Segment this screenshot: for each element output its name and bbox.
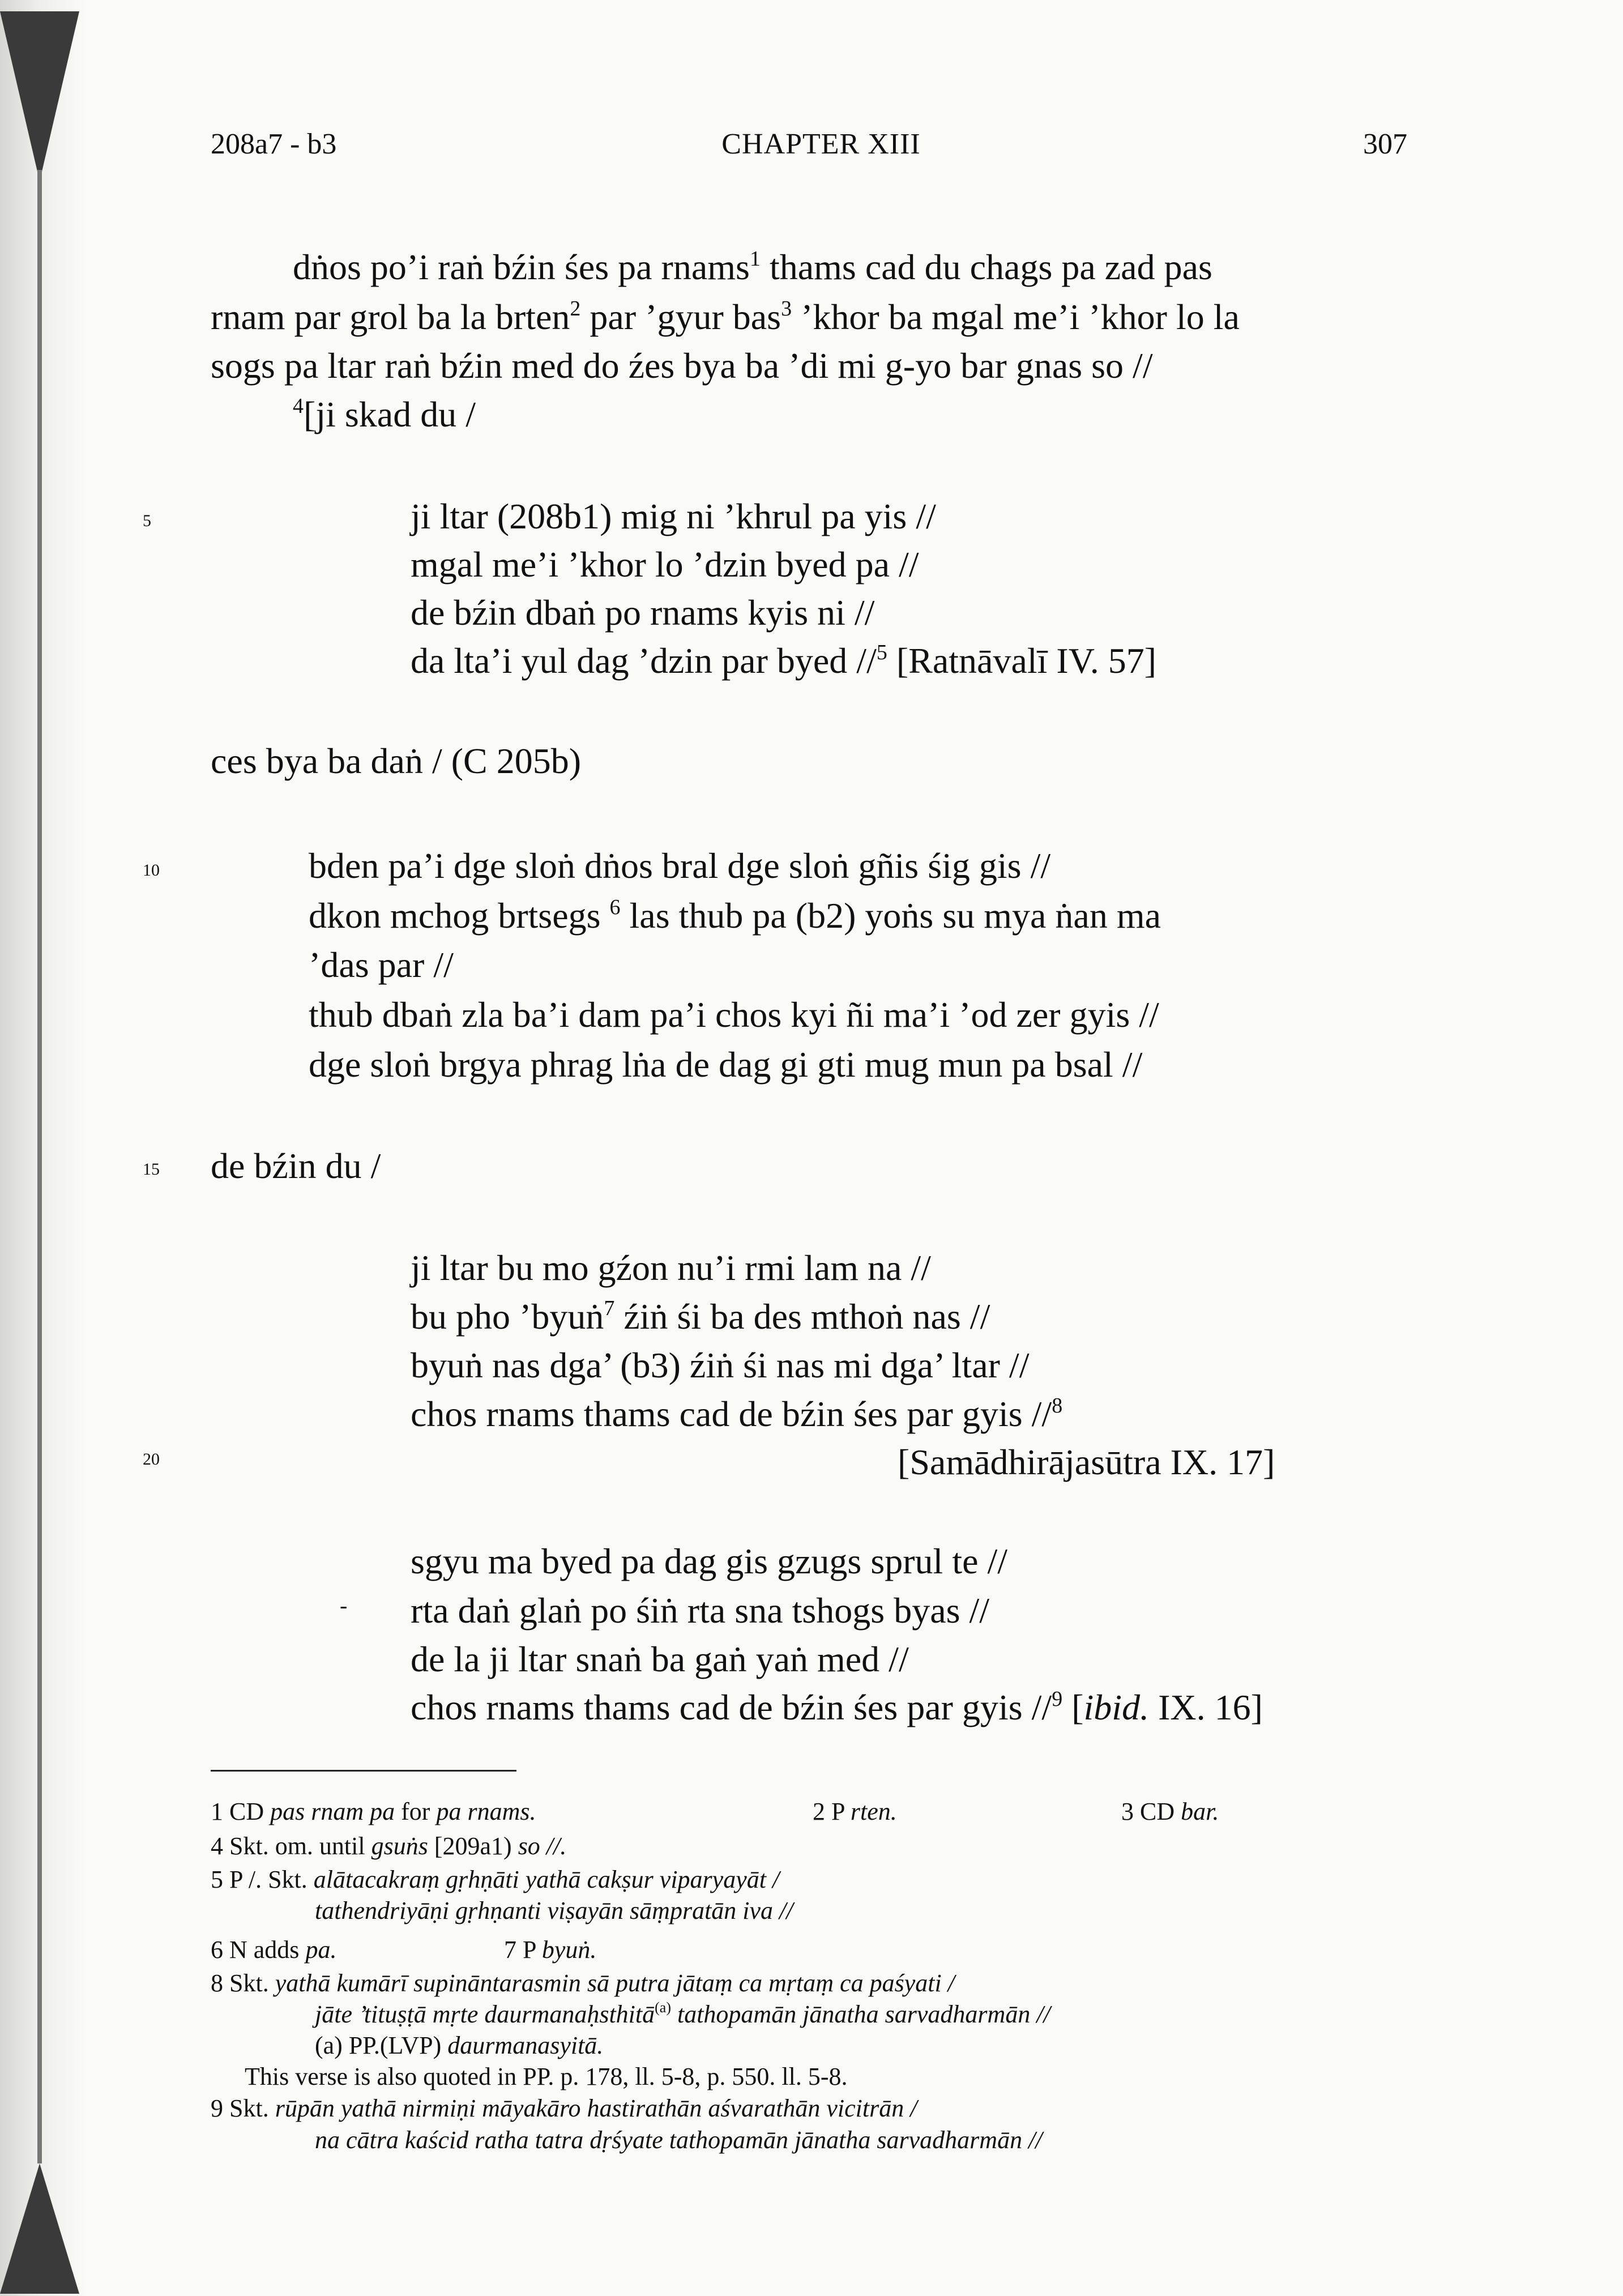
- footnote-8: 8 Skt. yathā kumārī supināntarasmin sā putra jātaṃ ca mṛtaṃ ca paśyati /: [211, 1969, 955, 1997]
- footnote-7: 7 P byuṅ.: [504, 1936, 597, 1964]
- footnote-8-cont: jāte ’tituṣṭā mṛte daurmanaḥsthitā$^{(a)}$ tathopamān jānatha sarvadharmān //: [315, 1999, 1050, 2028]
- footnote-ref-7: 7: [604, 1296, 615, 1320]
- verse4-line-2: rta daṅ glaṅ po śiṅ rta sna tshogs byas //: [411, 1590, 990, 1631]
- spine-line: [37, 170, 42, 2163]
- footnote-ref-3: 3: [781, 297, 792, 321]
- footnote-ref-9: 9: [1052, 1687, 1063, 1711]
- footnote-4: 4 Skt. om. until gsuṅs [209a1) so //.: [211, 1832, 567, 1860]
- prose-line-1: dṅos po’i raṅ bźin śes pa rnams$^1$ thams cad du chags pa zad pas: [293, 247, 1212, 287]
- stray-mark: -: [340, 1593, 348, 1618]
- verse1-line-1: ji ltar (208b1) mig ni ’khrul pa yis //: [411, 496, 936, 536]
- page-number: 307: [1363, 128, 1407, 160]
- footnote-9-cont: na cātra kaścid ratha tatra dṛśyate tathopamān jānatha sarvadharmān //: [315, 2126, 1043, 2154]
- footnote-9: 9 Skt. rūpān yathā nirmiṇi māyakāro hastirathān aśvarathān vicitrān /: [211, 2094, 917, 2122]
- verse3-line-3: byuṅ nas dga’ (b3) źiṅ śi nas mi dga’ ltar //: [411, 1345, 1030, 1385]
- verse3-line-2: bu pho ’byuṅ$^7$ źiṅ śi ba des mthoṅ nas //: [411, 1296, 990, 1337]
- verse2-line-4: thub dbaṅ zla ba’i dam pa’i chos kyi ñi ma’i ’od zer gyis //: [309, 995, 1159, 1035]
- footnote-8-note-a: (a) PP.(LVP) daurmanasyitā.: [315, 2032, 604, 2059]
- verse3-line-1: ji ltar bu mo gźon nu’i rmi lam na //: [411, 1248, 931, 1288]
- verse4-line-4: chos rnams thams cad de bźin śes par gyis //$^9$ [ibid. IX. 16]: [411, 1687, 1263, 1727]
- footnote-5-cont: tathendriyāṇi gṛhṇanti viṣayān sāṃpratān iva //: [315, 1897, 793, 1924]
- footnote-2: 2 P rten.: [813, 1798, 897, 1825]
- connector-de-bzin: de bźin du /: [211, 1146, 381, 1186]
- footnote-ref-6: 6: [609, 895, 621, 919]
- footnote-ref-1: 1: [749, 247, 761, 271]
- verse4-line-3: de la ji ltar snaṅ ba gaṅ yaṅ med //: [411, 1639, 909, 1679]
- footnote-8-remark: This verse is also quoted in PP. p. 178, ll. 5-8, p. 550. ll. 5-8.: [245, 2063, 848, 2090]
- verse2-line-5: dge sloṅ brgya phrag lṅa de dag gi gti mug mun pa bsal //: [309, 1044, 1143, 1085]
- prose-line-4: $^4$[ji skad du /: [293, 394, 476, 434]
- spine-top-mark: [0, 11, 79, 181]
- prose-line-3: sogs pa ltar raṅ bźin med do źes bya ba ’di mi g-yo bar gnas so //: [211, 345, 1153, 386]
- footnote-1: 1 CD pas rnam pa for pa rnams.: [211, 1798, 536, 1825]
- footnote-ref-5: 5: [876, 641, 887, 664]
- line-number-5: 5: [143, 511, 151, 530]
- verse1-line-3: de bźin dbaṅ po rnams kyis ni //: [411, 592, 875, 633]
- footnote-ref-4: 4: [293, 394, 304, 418]
- footnote-rule: [211, 1770, 516, 1772]
- footnote-ref-8: 8: [1052, 1394, 1063, 1418]
- footnote-5: 5 P /. Skt. alātacakraṃ gṛhṇāti yathā cakṣur viparyayāt /: [211, 1866, 780, 1893]
- line-number-15: 15: [143, 1160, 160, 1179]
- header-folio-range: 208a7 - b3: [211, 128, 337, 160]
- footnote-ref-2: 2: [570, 297, 581, 321]
- spine-bottom-mark: [0, 2163, 79, 2294]
- verse2-line-1: bden pa’i dge sloṅ dṅos bral dge sloṅ gñis śig gis //: [309, 846, 1051, 886]
- footnote-6: 6 N adds pa.: [211, 1936, 337, 1964]
- verse4-line-1: sgyu ma byed pa dag gis gzugs sprul te //: [411, 1541, 1008, 1581]
- verse2-line-3: ’das par //: [309, 945, 454, 985]
- verse2-line-2: dkon mchog brtsegs $^6$ las thub pa (b2) yoṅs su mya ṅan ma: [309, 895, 1161, 936]
- line-number-20: 20: [143, 1450, 160, 1469]
- footnote-3: 3 CD bar.: [1121, 1798, 1219, 1825]
- verse1-line-2: mgal me’i ’khor lo ’dzin byed pa //: [411, 544, 919, 584]
- chapter-title: CHAPTER XIII: [721, 128, 921, 160]
- connector-ces: ces bya ba daṅ / (C 205b): [211, 741, 582, 781]
- prose-line-2: rnam par grol ba la brten$^2$ par ’gyur bas$^3$ ’khor ba mgal me’i ’khor lo la: [211, 297, 1240, 337]
- verse3-source: [Samādhirājasūtra IX. 17]: [898, 1442, 1275, 1482]
- verse3-line-4: chos rnams thams cad de bźin śes par gyis //$^8$: [411, 1394, 1063, 1434]
- book-spine-shadow: [0, 0, 85, 2296]
- line-number-10: 10: [143, 861, 160, 880]
- verse1-line-4: da lta’i yul dag ’dzin par byed //$^5$ [Ratnāvalī IV. 57]: [411, 641, 1156, 681]
